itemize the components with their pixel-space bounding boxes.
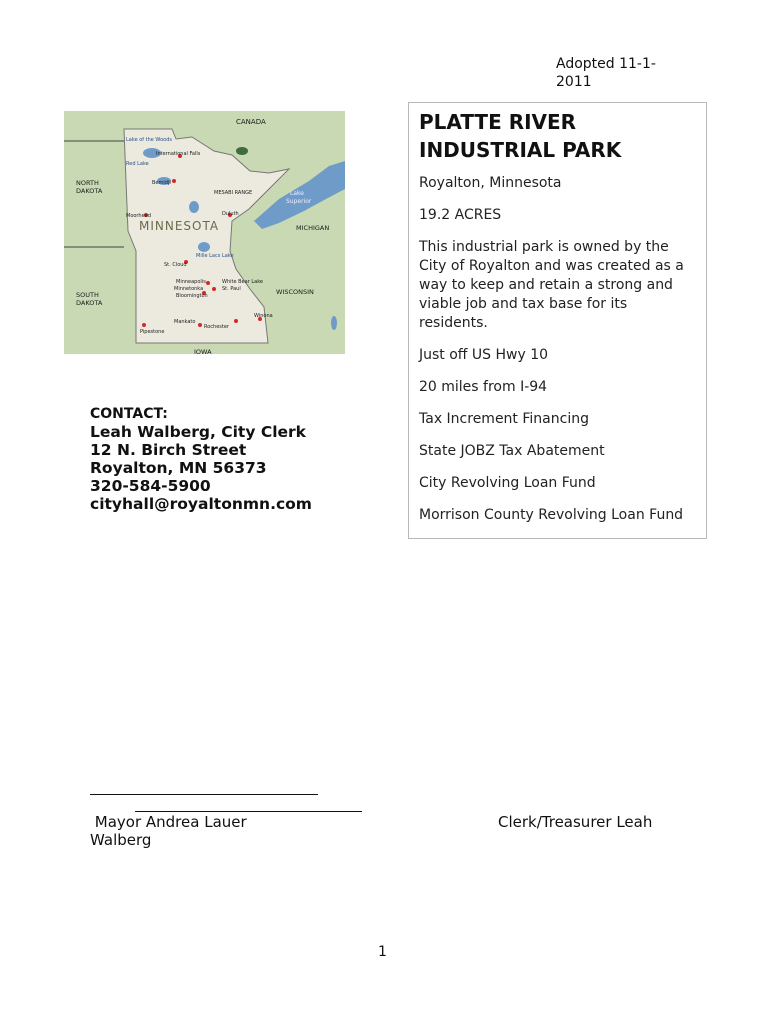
page-number: 1 [378,944,387,960]
info-item: 20 miles from I-94 [419,379,548,395]
clerk-signature-label: Clerk/Treasurer Leah [498,813,653,831]
contact-city: Royalton, MN 56373 [90,459,267,477]
label-st-paul: St. Paul [222,286,241,292]
info-item: City Revolving Loan Fund [419,475,596,491]
clerk-signature-label-last: Walberg [90,831,152,849]
park-title [419,108,696,164]
mayor-signature-line [90,794,318,795]
label-wisconsin: WISCONSIN [276,288,314,296]
label-mankato: Mankato [174,319,196,325]
label-winona: Winona [254,313,273,319]
contact-block [90,405,390,513]
label-st-cloud: St. Cloud [164,262,187,268]
park-title-line2: INDUSTRIAL PARK [419,138,622,162]
label-mesabi-range: MESABI RANGE [214,190,253,196]
label-mille-lacs: Mille Lacs Lake [196,253,234,259]
label-canada: CANADA [236,118,266,126]
contact-email[interactable]: cityhall@royaltonmn.com [90,495,312,513]
label-duluth: Duluth [222,211,239,217]
label-minnetonka: Minnetonka [174,286,204,292]
label-north-dakota: NORTH [76,179,99,187]
label-lake-superior: Lake [290,190,304,197]
info-item: Morrison County Revolving Loan Fund [419,507,684,523]
label-lake-superior-2: Superior [286,198,312,205]
mille-lacs-shape [198,242,210,252]
label-bemidji: Bemidji [152,180,171,186]
label-north-dakota-2: DAKOTA [76,187,103,195]
label-michigan: MICHIGAN [296,224,330,232]
label-white-bear-lake: White Bear Lake [222,279,263,285]
label-south-dakota: SOUTH [76,291,99,299]
adopted-date: Adopted 11-1-2011 [556,56,656,90]
minnesota-map-graphic [64,111,345,354]
park-info-box [408,102,707,539]
info-item: Tax Increment Financing [419,411,589,427]
label-south-dakota-2: DAKOTA [76,299,103,307]
contact-name: Leah Walberg, City Clerk [90,423,306,441]
info-item: State JOBZ Tax Abatement [419,443,605,459]
park-title-line1: PLATTE RIVER [419,110,577,134]
label-bloomington: Bloomington [176,293,208,299]
info-item: Just off US Hwy 10 [419,347,549,363]
mayor-signature-label: Mayor Andrea Lauer [90,813,247,831]
clerk-signature-line [135,811,362,812]
minnesota-map [64,111,345,354]
contact-street: 12 N. Birch Street [90,441,247,459]
park-description: This industrial park is owned by the City of Royalton and was created as a way to keep and retain a strong and viable job and tax base for its residents. [419,239,684,331]
label-minnesota: MINNESOTA [139,219,220,233]
contact-phone: 320-584-5900 [90,477,211,495]
label-pipestone: Pipestone [140,329,165,335]
label-red-lake: Red Lake [126,161,149,167]
park-acres: 19.2 ACRES [419,207,502,223]
label-minneapolis: Minneapolis [176,279,206,285]
label-rochester: Rochester [204,324,229,330]
park-location: Royalton, Minnesota [419,175,562,191]
label-iowa: IOWA [194,348,212,356]
label-international-falls: International Falls [156,151,201,157]
label-lake-of-the-woods: Lake of the Woods [126,137,172,143]
label-moorhead: Moorhead [126,213,151,219]
contact-heading: CONTACT: [90,406,168,422]
